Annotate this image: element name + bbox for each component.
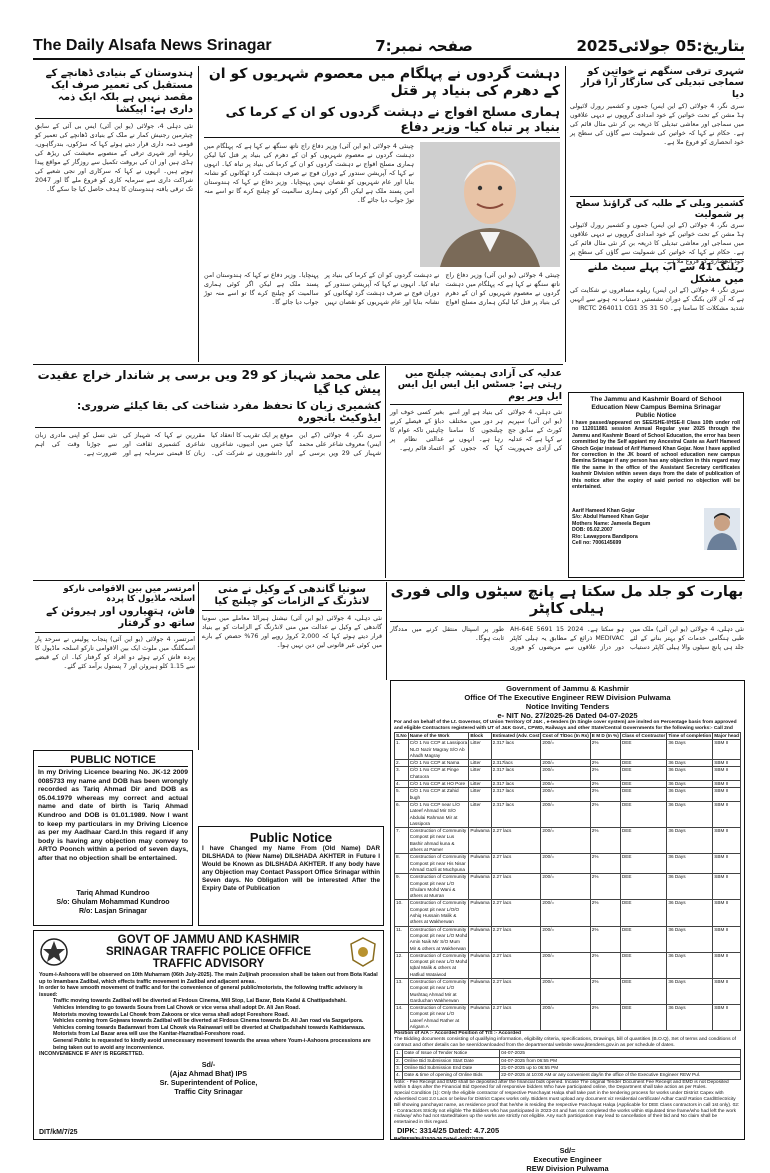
table-cell: SBM II [713,926,741,952]
table-cell: 200/= [541,874,590,900]
table-cell: DEE [620,760,667,767]
traffic-police-emblem-icon [348,936,378,968]
lead-headline-2: ہماری مسلح افواج نے دہشت گردوں کو ان کے کرما کی بنیاد پر تباہ کیا- وزیر دفاع [204,104,560,138]
table-cell: 200/= [541,1005,590,1031]
table-cell: DEE [620,900,667,926]
table-cell: 36 Days [667,740,713,760]
table-cell: 200/= [541,767,590,781]
section-divider [33,580,745,581]
table-cell: 36 Days [667,781,713,788]
table-cell: 200/= [541,781,590,788]
top-left-column [35,68,193,358]
tender-col-header: Estimated (Adv. Cost [492,733,540,738]
table-cell: 200/= [541,926,590,952]
paper-name: The Daily Alsafa News Srinagar [33,37,272,54]
public-notice-licence [33,750,193,926]
table-cell: 2.317lacs [491,760,541,767]
table-cell: SBM II [713,952,741,978]
table-cell: 2.27 lacs [491,926,541,952]
schedule-row [395,1050,741,1057]
table-cell: C/O 1 No CCP at Pinge Chatoora [408,767,469,781]
table-cell: 2% [590,781,620,788]
schedule-cell: 04-07-2025 [500,1050,741,1057]
applicant-dob: DOB: 05.02.2007 [572,527,613,534]
table-cell: DEE [620,801,667,827]
table-cell: DEE [620,978,667,1004]
tender-engineer: Executive Engineer [533,1154,602,1164]
judiciary-body: نئی دہلی، 4 جولائی (یو این آئی) سپریم کورٹ کے سابق جج نے کہا ہے کہ عدلیہ کی آزادی جمہوریت کی بنیاد ہے اور اسے ہر دور میں مختلف چیلنجوں کا سامنا رہا ہے۔ انہوں نے کہا کہ ججوں کو بغیر کسی خوف اور دباؤ کے فیصلے کرنے چاہئیں تاکہ عوام کا عدالتی نظام پر اعتماد قائم رہے۔ [390,409,562,453]
table-cell: 2.27 lacs [491,900,541,926]
table-cell: SBM II [713,1005,741,1031]
notice-title-1: The Jammu and Kashmir Board of School [590,396,722,403]
table-cell: Construction of Community Compost pit near L/O Lateef Ahmad Rather at Arigam A [408,1005,469,1031]
schedule-cell: 4. [395,1072,403,1079]
schedule-cell: 1. [395,1050,403,1057]
arrest-headline-1: امرتسر میں بین الاقوامی نارکو اسلحہ ماڈیول کا پردہ [63,584,195,605]
table-cell: 200/= [541,788,590,802]
notice-title-3: Public Notice [635,412,677,419]
table-cell: C/O 1 No CCP at Lassipora NLO Nazir Magray S/O Ab Ahadh Magray [409,740,468,758]
table-cell: 36 Days [667,900,713,926]
article-body: نئی دہلی 4، جولائی (یو این آئی) ایس بی آئی کے سابق چیئرمین رجنیش کمار نے ملک کے بنیادی ڈھانچے کی تعمیر کو قومی ذمہ داری قرار دیتے ہوئے کہا کہ سڑکوں، بندرگاہوں، ریلوے اور شہری ترقی کے منصوبے معیشت کی ریڑھ کی ہڈی ہیں اور ان کی بروقت تکمیل سے روزگار کے مواقع پیدا ہوتے ہیں۔ انہوں نے کہا کہ سرکاری اور نجی شعبے کی شراکت داری سے سرمایہ کاری کو فروغ ملے گا اور 2047 تک ترقی یافتہ ہندوستان کا ہدف حاصل کیا جا سکے گا۔ [35,123,193,193]
notice-address: R/o: Lasjan Srinagar [78,908,148,915]
advisory-paragraph: Vehicles coming towards Badamwari from Lal Chowk via Rainawari will be diverted at Chatipadshahi towards Kathidarwaza. [53,1024,366,1031]
tender-notice [390,680,745,1173]
tender-col-header: E M D (In %) [591,733,619,738]
tender-col-header: S.No [396,733,407,738]
table-cell: 1. [395,740,409,760]
judiciary-story [390,368,562,576]
table-cell: SBM II [713,874,741,900]
table-cell: C/O 1 No CCP near L/O Lateef Ahmad Mir S/O Abdulai Rahman Mir at Lassipora [408,801,469,827]
table-row [395,1005,741,1031]
table-cell: 36 Days [667,854,713,874]
table-cell: 200/= [541,978,590,1004]
table-row [395,760,741,767]
advisory-paragraph: Vehicles intending to go towards Soura from Lal Chowk or vice versa shall adopt Dr. Ali Jan Road. [53,1004,301,1011]
top-right-column [570,66,744,391]
table-cell: 36 Days [667,801,713,827]
table-cell: Pulwama [469,952,491,978]
table-row [395,978,741,1004]
table-cell: 36 Days [667,952,713,978]
table-cell: Construction of Community Compost pit near His Nisar Ahmad Gazli at Muchpuna [408,854,469,874]
railway-body: سری نگر، 4 جولائی (کے این ایس) ریلوے مسافروں نے شکایت کی ہے کہ آن لائن بکنگ کے دوران نشستیں دستیاب نہ ہونے سے انہیں شدید مشکلات کا سامنا ہے۔ IRCTC 264011 CG1 35 31 50 [570,286,745,312]
helicopter-story [390,584,744,678]
advisory-paragraph: Youm-i-Ashoora will be observed on 10th Muharram (06th July-2025). The main Zuljinah procession shall be taken out from Bota Kadal up to Imambara Zadibal, which effects traffic movement in Zadibal and adjacent areas. [39,972,378,985]
helicopter-body: نئی دہلی، 4 جولائی (یو این آئی) ملک میں طبی ہنگامی خدمات کو بہتر بنانے کے لئے جلد ہی پانچ سیٹوں والا ہیلی کاپٹر دستیاب ہو سکتا ہے۔ AH-64E 5691 15 2024 MEDIVAC ذرائع کے مطابق یہ ہیلی کاپٹر دور دراز علاقوں سے مریضوں کو فوری طور پر اسپتال منتقل کرنے میں مددگار ثابت ہوگا۔ [390,625,745,651]
table-cell: 200/= [541,952,590,978]
schedule-cell: Date & time of opening of Online Bids [403,1072,500,1079]
sonia-headline-2: لانڈرنگ کے الزامات کو چیلنج کیا [202,596,382,611]
advisory-body [39,972,378,1058]
applicant-father: S/o: Abdul Hameed Khan Gojar [572,514,649,521]
tender-title-4: e- NIT No. 27/2025-26 Dated 04-07-2025 [497,711,638,720]
page-number: صفحہ نمبر:7 [375,37,473,55]
table-cell: C/O 1 No CCP at Zahid bugh [408,788,469,802]
table-cell: 8. [395,854,409,874]
table-cell: 200/= [541,900,590,926]
applicant-cell: Cell no: 7006145699 [572,540,622,547]
table-cell: 2.27 lacs [491,854,541,874]
table-row [395,788,741,802]
advisory-title-3: TRAFFIC ADVISORY [152,958,265,970]
rajnath-photo [420,142,560,267]
table-cell: 200/= [541,740,590,760]
table-row [395,926,741,952]
notice-father: S/o: Ghulam Mohammad Kundroo [56,899,170,906]
applicant-mother: Mothers Name: Jameela Begum [572,520,651,527]
tender-ref: Ref/REW/Pul/1520-26 Dated -04/07/2025 [394,1137,484,1143]
table-cell: 36 Days [667,760,713,767]
table-cell: DEE [620,926,667,952]
table-cell: Litter [469,740,491,760]
applicant-address: R/o: Lawaypora Bandipora [572,533,638,540]
table-cell: 36 Days [667,788,713,802]
table-cell: 2% [590,854,620,874]
advisory-title-1: GOVT OF JAMMU AND KASHMIR [117,934,300,946]
column-divider [385,366,386,578]
sonia-body: نئی دہلی، 4 جولائی (یو این آئی) نیشنل ہیرالڈ معاملے میں سونیا گاندھی کے وکیل نے عدالت میں منی لانڈرنگ کے الزامات کو بے بنیاد قرار دیتے ہوئے کہا کہ 2,000 کروڑ روپے اور 76% حصص کے بارے میں کوئی غیر قانونی لین دین نہیں ہوا۔ [202,615,382,649]
sonia-story [202,584,382,822]
lead-headline-1: دہشت گردوں نے پہلگام میں معصوم شہریوں کو ان کے دھرم کی بنیاد پر قتل [208,66,560,99]
table-cell: Pulwama [469,1005,491,1031]
jkbose-public-notice [568,392,744,578]
tender-position: Position of A/A :- Accorded Position of T/S :- Accorded [394,1031,521,1037]
table-cell: Construction of Community Compost pit near Lus Bashir ahmad kuna & others at Pamer [408,828,469,854]
table-cell: 2% [590,740,620,760]
tender-col-header: Major head [714,733,739,738]
table-cell: DEE [620,874,667,900]
portrait-image [420,142,560,267]
table-cell: 2. [395,760,409,767]
table-cell: DEE [620,781,667,788]
table-cell: 14. [395,1005,409,1031]
tender-note: Note: - Fee Receipt and EMD shall be deposited after the financial bids opened. Incase The original Tender Document Fee Receipt and EMD is not Deposited within 5 days after the Financial Bid Opened for all responsive bidders Who have participated online, the Department shall take action as per Rules. [394,1079,729,1091]
table-cell: 36 Days [667,978,713,1004]
table-row [395,900,741,926]
lead-story [204,66,560,362]
table-cell: 2.27 lacs [491,978,541,1004]
tender-sd: Sd/= [559,1145,576,1155]
schedule-cell: 21-07-2025 up to 06:55 PM [500,1064,741,1071]
arrest-headline-2: فاش، ہتھیاروں اور ہیروئن کے ساتھ دو گرفتار [35,606,195,633]
table-cell: 2.317 lacs [491,740,541,760]
advisory-designation: Sr. Superintendent of Police, [159,1077,258,1087]
table-cell: 2% [590,978,620,1004]
table-cell: SBM II [713,900,741,926]
schedule-row [395,1072,741,1079]
table-cell: DEE [620,788,667,802]
table-cell: Construction of Community Compost pit near L/O Ghulam Mohd Wani & others at Murran [408,874,469,900]
table-cell: 3. [395,767,409,781]
jk-police-emblem-icon [39,936,69,968]
schedule-cell: 22-07-2025 at 10:00 AM or any convenient day/in the office of the Executive Engineer REW Pul. [500,1072,741,1079]
advisory-paragraph: Traffic moving towards Zadibal will be diverted at Firdous Cinema, Mill Stop, Lal Bazar, Bota Kadal & Chattipadshahi. [53,998,347,1005]
table-cell: Construction of Community Compost pit near L/O/O Ashiq Hussain Malik & others at Wakherwan [408,900,469,926]
tender-col-header: Class of Contractor [621,733,666,738]
shahbaz-story [35,368,381,576]
table-cell: 36 Days [667,926,713,952]
masthead [33,34,745,60]
table-cell: SBM II [713,978,741,1004]
notice-title-2: Education New Campus Bemina Srinagar [591,404,721,411]
table-cell: Pulwama [469,854,491,874]
tender-col-header: Block [469,733,491,740]
advisory-paragraph: Motorists from Lal Bazar area will use the Kanitar-Hazratbal-Foreshore road. [53,1031,245,1038]
table-cell: 2% [590,788,620,802]
tender-bidding-text: The Bidding documents consisting of qualifying information, eligibility criteria, specifications, Drawings, bill of quantities (B.O.Q), Set of terms and conditions of contract and other details can be seen/downloaded from the departmental website www.jktenders.gov.in as per schedule of dates. [394,1037,736,1049]
applicant-name: Aarif Hameed Khan Gojar [572,508,635,514]
table-cell: Pulwama [469,900,491,926]
table-cell: DEE [620,740,667,760]
table-cell: 2% [590,767,620,781]
table-cell: DEE [620,952,667,978]
schedule-cell: Date of Issue of Tender Notice [403,1050,500,1057]
table-cell: Litter [469,767,491,781]
advisory-sd: Sd/- [201,1059,216,1069]
women-headline: شہری ترقی سنگھم نے خواتین کو سماجی تبدیلی کی سازگار آرا قرار دیا [580,66,744,100]
notice-body: I have passed/appeared on SEE/SHE-I/HSE-II Class 10th under roll no 112011881 session Annual Regular year 2025 through the Jammu and Kashmir Board of School Education, the error has been committed by the Self appiant my Ancestral Caste as Aarif Hameed Ghoch Gojar instead of Arif Hameed Khan Gojar. Now I have applied for correction in the JK board of school education new campus Bemina Srinagar if any person has any objection in this regard may file the same in the office of the Assistant Secretary certificates kashmir Division within seven days from the date of publication of this notice after the expiry of said period no objection will be entertained. [572,420,740,491]
table-cell: C/O 1 No CCP at HO Pore [408,781,469,788]
table-cell: 200/= [541,760,590,767]
issue-date: بتاریخ:05 جولائی2025 [576,37,745,55]
table-cell: 2% [590,874,620,900]
table-cell: 36 Days [667,828,713,854]
schedule-cell: Online Bid Submission Start Date [403,1057,500,1064]
table-cell: Pulwama [469,926,491,952]
judiciary-headline: عدلیہ کی آزادی ہمیشہ چیلنج میں رہتی ہے: جسٹس ایل ایس ایل ایس ایل ویر یوم [390,368,562,405]
table-cell: Litter [469,801,491,827]
advisory-paragraph: General Public is requested to kindly avoid unnecessary movement towards the areas where Youm-i-Ashoora processions are being taken out to avoid any inconvenience. [53,1037,371,1051]
table-cell: DEE [620,854,667,874]
tender-schedule-table [394,1049,741,1079]
tender-special: Special Condition (1): Only the eligible contractor of respective Panchayat Halqa shall take part in the tendering process for works under District Capex with Advertised Cost 2.0 Lacs or below for District Capex works only. Bidders must upload any document viz residential certificate/ Adhar Card/ Ration Card/Electricity Bill showing panchayat name, as residence proof that he/she is residing the respective Panchayat Halqa (Applicable for DEE Class contractors in call 1st only). 02: - Contractors Strictly not eligible The Bidders who has participated in 2023-24 and has not completed the works within stipulated time frame/who had left the work midway/ who had not started/taken up the works are strictly not eligible. Any such participation may lead to cancellation of their bid and No claim shall be entertained in this regard. [394,1091,740,1126]
table-cell: 13. [395,978,409,1004]
table-cell: Construction of Community Compost pit near L/O Mushtaq Ahmad Mir at Garduchan Wakherwan [408,978,469,1004]
arrest-body: امرتسر، 4 جولائی (یو این آئی) پنجاب پولیس نے سرحد پار اسمگلنگ میں ملوث ایک بین الاقوامی نارکو اسلحہ ماڈیول کا پردہ فاش کرتے ہوئے دو افراد کو گرفتار کیا۔ ان کے قبضے سے 1.15 کلو ہیروئن اور 7 پستول برآمد کئے گئے۔ [35,636,195,671]
table-cell: SBM II [713,767,741,781]
notice-body: In my Driving Licence bearing No. JK-12 2009 0085733 my name and DOB has been wrongly recorded as Tariq Ahmad Dir and DOB as 05.04.1979 whereas my correct and actual name and date of birth is Tariq Ahmad Kundroo and DOB is 01.01.1989. Now I want to keep my particulars in my Driving Licence as per my Aadhaar Card.In this regard if any body is having any objection may convey to ARTO Poonch within a period of seven days, after that no objection shall be entertained. [38,769,188,862]
table-cell: 6. [395,801,409,827]
table-cell: 200/= [541,801,590,827]
tender-division: REW Division Pulwama [526,1163,609,1173]
table-cell: 2.27 lacs [491,1005,541,1031]
table-row [395,828,741,854]
table-cell: 36 Days [667,874,713,900]
women-body: سری نگر، 4 جولائی (کے این ایس) جموں و کشمیر رورل لائیولی ہڈ مشن کے تحت خواتین کے خود امدادی گروپوں نے دیہی علاقوں میں سماجی اور معاشی تبدیلی کا ذریعہ بن کر نئی مثال قائم کی ہے۔ حکام نے کہا کہ خواتین کی شمولیت سے گاؤں کی سطح پر خود انحصاری کو فروغ ملا ہے۔ [570,103,744,147]
table-cell: Construction of Community Compost pit near L/O Mohd Amin Naik Mir S/O Mum Mir & others at Wakherwan [409,926,468,951]
table-row [395,854,741,874]
tender-col-header: Name of the Work [408,733,469,740]
table-cell: 36 Days [667,1005,713,1031]
students-headline: کشمیر ویلی کے طلبہ کی گراؤنڈ سطح پر شمولیت [570,196,744,221]
lead-body-top: چینئی 4 جولائی (یو این آئی) وزیر دفاع راج ناتھ سنگھ نے کہا ہے کہ پہلگام میں دہشت گردوں نے معصوم شہریوں کو ان کے دھرم کی بنیاد پر قتل کیا لیکن ہماری مسلح افواج نے دہشت گردوں کو ان کے کرما کی بنیاد پر تباہ کیا۔ انہوں نے کہا کہ آپریشن سندور کے دوران فوج نے صرف دہشت گرد ٹھکانوں کو نشانہ بنایا اور عام شہریوں کو نقصان نہیں پہنچایا۔ وزیر دفاع نے کہا کہ ہندوستان امن پسند ملک ہے لیکن اگر کوئی ہماری سالمیت کو چیلنج کرے گا تو اسے منہ توڑ جواب دیا جائے گا۔ [204,142,414,204]
table-cell: 2.27 lacs [491,952,541,978]
table-cell: 36 Days [667,767,713,781]
section-divider [33,364,563,365]
table-cell: 11. [395,926,409,952]
advisory-paragraph: Vehicles coming from Gojwara towards Zadibal will be diverted at Firdous Cinema towards Dr. Ali Jan road via Sazgaripora. [53,1018,364,1025]
table-cell: Litter [469,788,491,802]
tender-title-3: Notice Inviting Tenders [525,702,610,711]
table-cell: 2% [590,926,620,952]
table-cell: 5. [395,788,409,802]
table-cell: Pulwama [469,828,491,854]
table-cell: SBM II [713,854,741,874]
tender-col-header: Cost of T/Doc (In Rs) [542,733,589,738]
table-cell: DEE [620,828,667,854]
tender-intro: For and on behalf of the Lt. Governor, Of Union Territory Of J&K , e-tenders (In Single cover system) are invited on Percentage basis from approved and eligible Contractors registered with UT of J&K Govt., CPWD, Railways and other State/Central Governments for the following works:- Call 2nd [394,720,737,731]
table-cell: Pulwama [469,978,491,1004]
table-cell: DEE [620,1005,667,1031]
notice-title: PUBLIC NOTICE [38,754,188,767]
schedule-cell: 04-07-2025 from 06:55 PM [500,1057,741,1064]
advisory-office: Traffic City Srinagar [174,1086,243,1096]
table-cell: C/O 1 No CCP at Nama [408,760,469,767]
tender-col-header: Time of completion [668,733,712,738]
table-cell: SBM II [713,740,741,760]
tender-title-2: Office Of The Executive Engineer REW Division Pulwama [464,693,671,702]
advisory-title-2: SRINAGAR TRAFFIC POLICE OFFICE [105,946,312,958]
table-cell: 2% [590,801,620,827]
table-cell: 2.317 lacs [491,767,541,781]
schedule-row [395,1064,741,1071]
tender-works-table [394,732,741,1031]
shahbaz-headline: علی محمد شہباز کو 29 ویں برسی پر شاندار خراج عقیدت پیش کیا گیا [37,368,381,397]
table-row [395,874,741,900]
applicant-photo [704,508,740,550]
table-row [395,781,741,788]
table-cell: SBM II [713,801,741,827]
table-cell: SBM II [713,788,741,802]
language-headline: کشمیری زبان کا تحفظ مفرد شناخت کی بقا کیلئے ضروری: ایڈوکیٹ بانجورہ [35,400,381,428]
headline: ہندوستان کے بنیادی ڈھانچے کے مستقبل کی تعمیر صرف ایک مقصد نہیں ہے بلکہ ایک ذمہ داری ہے: اپیکشا [35,68,193,119]
column-divider [198,582,199,750]
schedule-cell: Online Bid Submission End Date [403,1064,500,1071]
column-divider [565,66,566,362]
notice-title: Public Notice [249,830,333,845]
schedule-row [395,1057,741,1064]
table-cell: Construction of Community Compost pit near L/O Mohd Iqbal Malik & others at Hatfiud Wataiwod [409,952,468,977]
table-cell: SBM II [713,781,741,788]
table-row [395,952,741,978]
table-cell: 2.317 lacs [491,788,541,802]
table-cell: 2.317 lacs [491,781,541,788]
schedule-cell: 3. [395,1064,403,1071]
advisory-officer: (Ajaz Ahmad Bhat) IPS [169,1068,248,1078]
advisory-paragraph: Motorists moving towards Lal Chowk from Zakoora or vice versa shall adopt Foreshore Road. [53,1011,290,1018]
advisory-paragraph: In order to have smooth movement of traffic and for the convenience of general public/motorists, the following traffic advisory is issued: [39,985,363,998]
tender-dipk: DIPK: 3314/25 Dated: 4.7.205 [397,1126,500,1135]
table-row [395,801,741,827]
table-cell: 2% [590,900,620,926]
table-cell: 2% [590,760,620,767]
table-cell: Pulwama [469,874,491,900]
sonia-headline-1: سونیا گاندھی کے وکیل نے منی [218,584,366,595]
tender-title-1: Government of Jammu & Kashmir [506,684,629,693]
table-cell: SBM II [713,828,741,854]
arrest-story [35,584,195,746]
table-cell: 12. [395,952,409,978]
table-cell: 2% [590,952,620,978]
table-cell: Litter [469,760,491,767]
table-cell: 2% [590,828,620,854]
table-cell: 200/= [541,828,590,854]
public-notice-name-change [198,826,384,926]
table-cell: DEE [620,767,667,781]
students-body: سری نگر، 4 جولائی (کے این ایس) جموں و کشمیر رورل لائیولی ہڈ مشن کے تحت خواتین کے خود امدادی گروپوں نے دیہی علاقوں میں سماجی اور معاشی تبدیلی کا ذریعہ بن کر نئی مثال قائم کی ہے۔ حکام نے کہا کہ خواتین کی شمولیت سے گاؤں کی سطح پر خود انحصاری کو فروغ ملا ہے۔ [570,221,744,265]
table-cell: 2.27 lacs [491,828,541,854]
column-divider [198,66,199,362]
shahbaz-body: سری نگر، 4 جولائی (کے این ایس) معروف شاعر علی محمد شہباز کی 29 ویں برسی کے موقع پر ایک تقریب کا انعقاد کیا گیا جس میں ادیبوں، شاعروں اور دانشوروں نے شرکت کی۔ مقررین نے کہا کہ شہباز کی شاعری کشمیری ثقافت اور زبان کا قیمتی سرمایہ ہے اور نئی نسل کو اپنی مادری زبان سے جوڑنا وقت کی اہم ضرورت ہے۔ [35,431,382,457]
table-cell: Litter [469,781,491,788]
table-cell: 9. [395,874,409,900]
table-cell: 2.317 lacs [491,801,541,827]
helicopter-headline: بھارت کو جلد مل سکتا ہے پانچ سیٹوں والی فوری ہیلی کاپٹر [390,584,744,622]
column-divider [386,582,387,680]
table-row [395,740,741,760]
traffic-advisory [33,930,384,1140]
table-cell: 200/= [541,854,590,874]
advisory-paragraph: INCONVENIENCE IF ANY IS REGRETTED. [39,1051,144,1058]
table-cell: 2% [590,1005,620,1031]
table-cell: 4. [395,781,409,788]
table-cell: 7. [395,828,409,854]
table-cell: SBM II [713,760,741,767]
lead-body-bottom: چینئی 4 جولائی (یو این آئی) وزیر دفاع راج ناتھ سنگھ نے کہا ہے کہ پہلگام میں دہشت گردوں نے معصوم شہریوں کو ان کے دھرم کی بنیاد پر قتل کیا لیکن ہماری مسلح افواج نے دہشت گردوں کو ان کے کرما کی بنیاد پر تباہ کیا۔ انہوں نے کہا کہ آپریشن سندور کے دوران فوج نے صرف دہشت گرد ٹھکانوں کو نشانہ بنایا اور عام شہریوں کو نقصان نہیں پہنچایا۔ وزیر دفاع نے کہا کہ ہندوستان امن پسند ملک ہے لیکن اگر کوئی ہماری سالمیت کو چیلنج کرے گا تو اسے منہ توڑ جواب دیا جائے گا۔ [204,271,561,306]
table-cell: 2.27 lacs [491,874,541,900]
table-row [395,767,741,781]
advisory-ref: DIT/kM/7/25 [39,1129,78,1136]
notice-body: I have Changed my Name From (Old Name) DAR DILSHADA to (New Name) DILSHADA AKHTER in Future I Would be Known as DILSHADA AKHTER. If any body have any Objection may Contact Passport Office Srinagar within Seven days. No Obligation will be interested After the Expiry Date of Publication [202,845,380,892]
table-cell: 10. [395,900,409,926]
notice-name: Tariq Ahmad Kundroo [76,890,150,897]
schedule-cell: 2. [395,1057,403,1064]
railway-headline: ریلنگ 41 سے اب پہلے سیٹ ملنے میں مشکل [570,259,744,286]
